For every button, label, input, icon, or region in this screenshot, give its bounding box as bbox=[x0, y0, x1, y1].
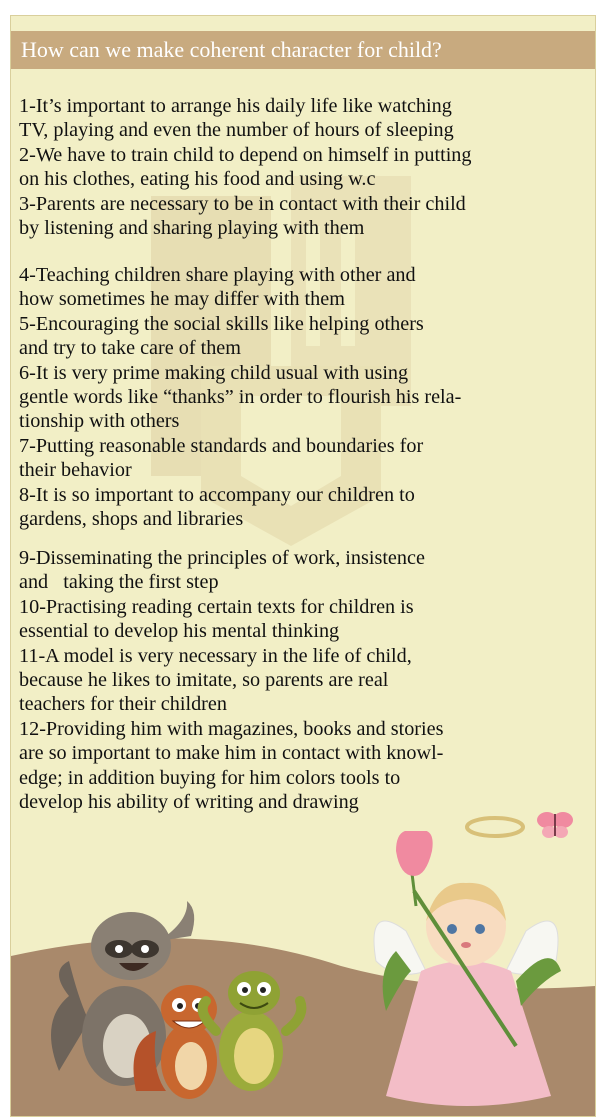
text-line: gentle words like “thanks” in order to flourish his rela- bbox=[19, 386, 462, 409]
text-line: 1-It’s important to arrange his daily life like watching bbox=[19, 95, 452, 117]
title-bar bbox=[11, 31, 595, 69]
text-line: 11-A model is very necessary in the life of child, bbox=[19, 644, 412, 667]
paragraph-3 bbox=[19, 546, 589, 814]
text-line: how sometimes he may differ with them bbox=[19, 288, 345, 311]
turtle-cartoon bbox=[196, 961, 311, 1101]
text-line: teachers for their children bbox=[19, 693, 227, 716]
text-line: 12-Providing him with magazines, books and stories bbox=[19, 717, 444, 740]
text-line: 7-Putting reasonable standards and boundaries for bbox=[19, 434, 424, 457]
text-line: because he likes to imitate, so parents are real bbox=[19, 669, 389, 692]
text-line: TV, playing and even the number of hours of sleeping bbox=[19, 119, 454, 142]
text-line: their behavior bbox=[19, 459, 132, 482]
text-line: tionship with others bbox=[19, 410, 180, 433]
page-title: How can we make coherent character for child? bbox=[21, 37, 442, 62]
text-line: 2-We have to train child to depend on himself in putting bbox=[19, 143, 472, 166]
text-line: develop his ability of writing and drawing bbox=[19, 791, 359, 814]
text-line: 4-Teaching children share playing with other and bbox=[19, 264, 416, 286]
butterfly-icon bbox=[535, 808, 575, 843]
paragraph-1 bbox=[19, 94, 589, 240]
text-line: by listening and sharing playing with them bbox=[19, 217, 365, 240]
text-line: on his clothes, eating his food and using w.c bbox=[19, 168, 376, 191]
text-line: are so important to make him in contact with knowl- bbox=[19, 742, 444, 765]
paragraph-2 bbox=[19, 263, 589, 531]
text-line: and taking the first step bbox=[19, 571, 219, 594]
text-line: gardens, shops and libraries bbox=[19, 508, 244, 531]
text-line: 9-Disseminating the principles of work, insistence bbox=[19, 547, 425, 569]
info-card bbox=[10, 15, 596, 1117]
text-line: edge; in addition buying for him colors tools to bbox=[19, 766, 401, 789]
angel-girl-with-tulip bbox=[366, 831, 566, 1116]
halo-icon bbox=[463, 813, 528, 841]
text-line: 6-It is very prime making child usual with using bbox=[19, 361, 409, 384]
text-line: essential to develop his mental thinking bbox=[19, 620, 340, 643]
text-line: 8-It is so important to accompany our children to bbox=[19, 483, 415, 506]
text-line: 5-Encouraging the social skills like helping others bbox=[19, 312, 424, 335]
text-line: 10-Practising reading certain texts for children is bbox=[19, 595, 414, 618]
text-line: 3-Parents are necessary to be in contact with their child bbox=[19, 192, 466, 215]
text-line: and try to take care of them bbox=[19, 337, 241, 360]
